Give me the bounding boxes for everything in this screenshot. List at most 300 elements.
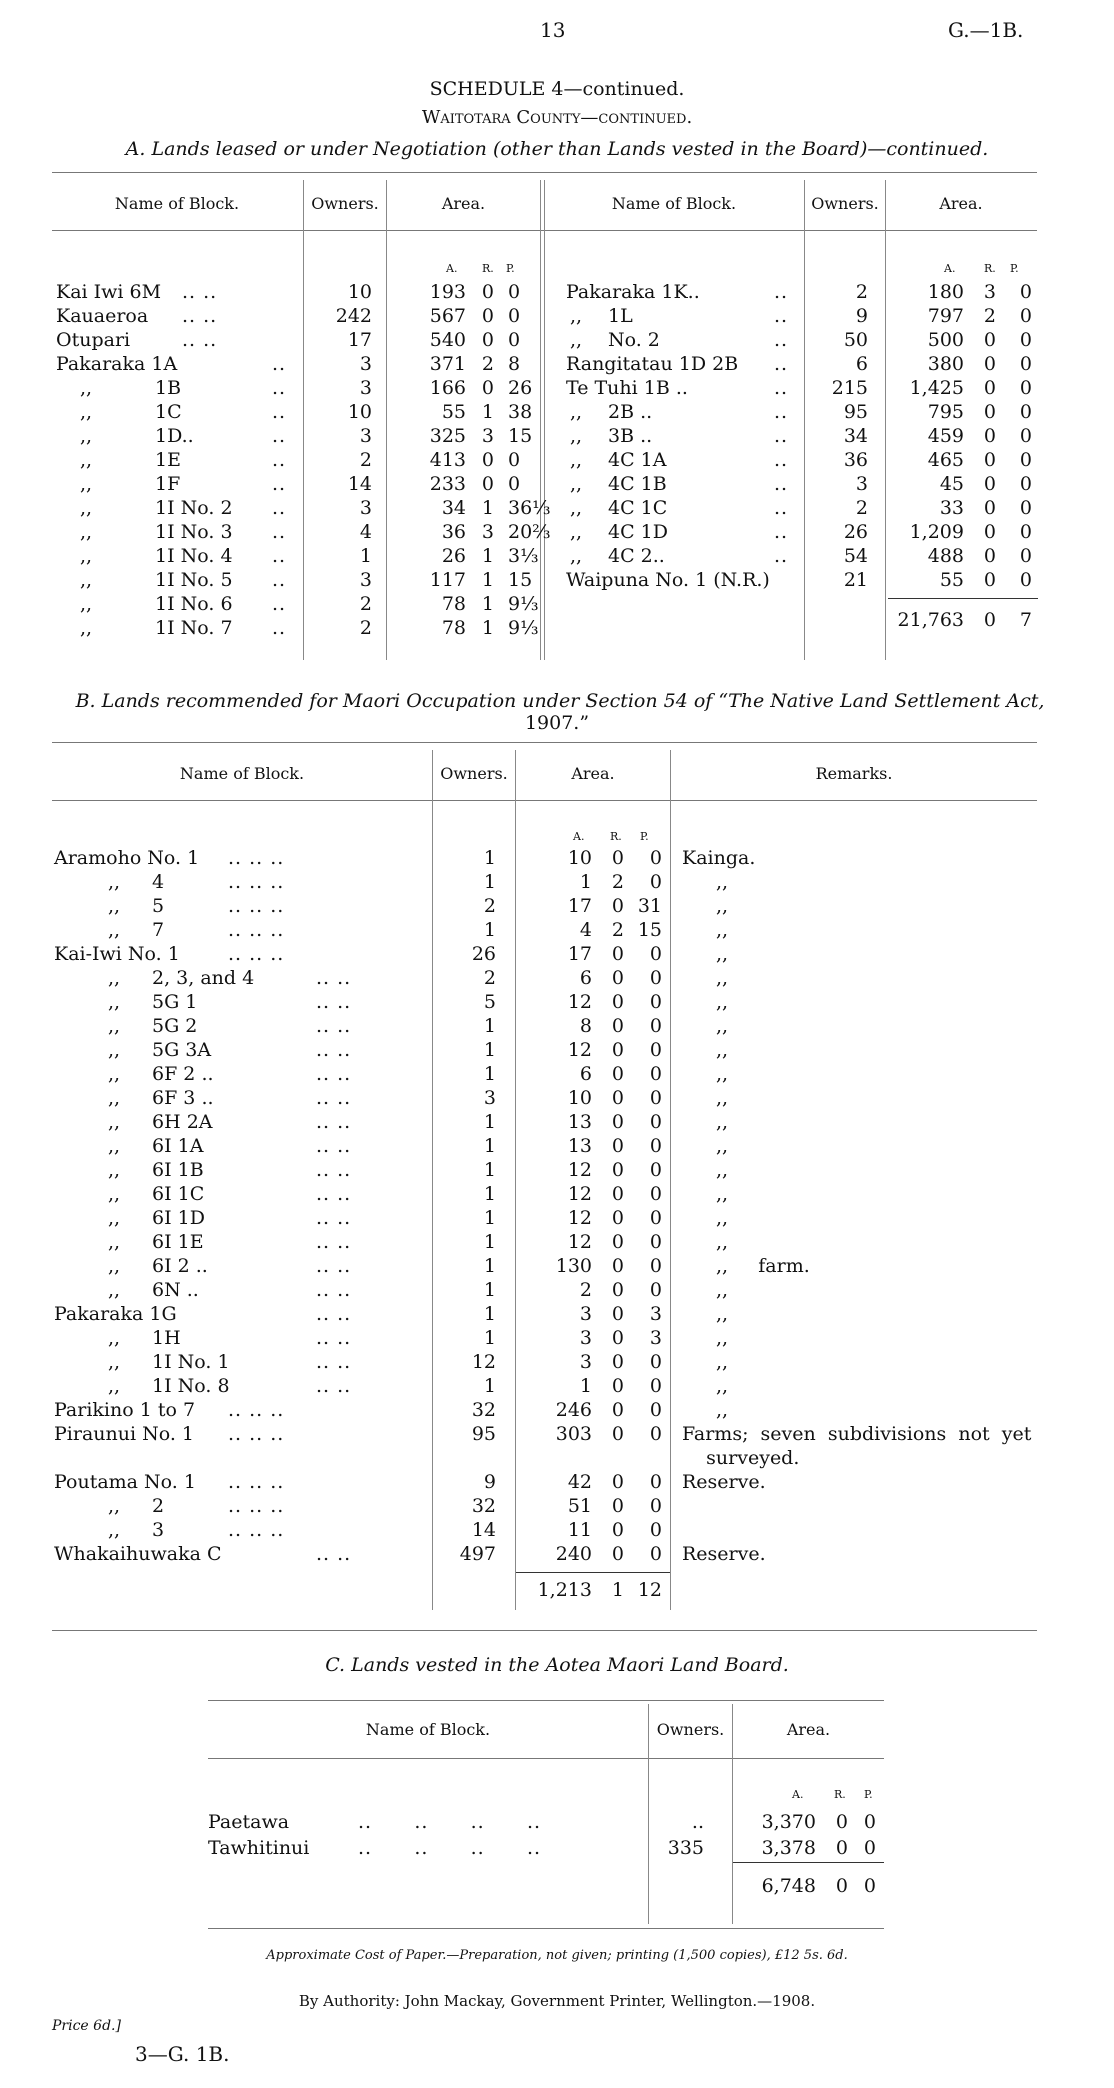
- section-a-title: A. Lands leased or under Negotiation (other than Lands vested in the Board)—continued.: [125, 138, 989, 160]
- ditto-mark: ,,: [80, 497, 93, 519]
- block-name: 1D..: [155, 425, 194, 447]
- area-perches: 9⅓: [508, 593, 539, 615]
- table-row: [0, 894, 1114, 918]
- area-roods: 3: [481, 521, 494, 543]
- block-name: 5G 2: [152, 1015, 198, 1037]
- ditto-mark: ,,: [108, 895, 121, 917]
- area-perches: 0: [1019, 449, 1032, 471]
- ditto-mark: ,,: [108, 1063, 121, 1085]
- area-roods: 0: [983, 353, 996, 375]
- owners-count: 14: [471, 1519, 496, 1541]
- remarks-text: ,,: [716, 1351, 729, 1373]
- leader-dots: .. ..: [316, 1159, 352, 1181]
- leader-dots: ..: [272, 449, 287, 471]
- col-owners-header: Owners.: [440, 764, 508, 783]
- total-roods: 0: [835, 1875, 848, 1897]
- area-acres: 6: [579, 967, 592, 989]
- owners-count: 3: [359, 497, 372, 519]
- owners-count: 26: [471, 943, 496, 965]
- ditto-mark: ,,: [108, 1519, 121, 1541]
- block-name: 6N ..: [152, 1279, 199, 1301]
- block-name: 6I 1B: [152, 1159, 204, 1181]
- area-roods: 1: [481, 497, 494, 519]
- remarks-text: ,,: [716, 895, 729, 917]
- ditto-mark: ,,: [570, 521, 583, 543]
- area-roods: 0: [983, 449, 996, 471]
- leader-dots: .. ..: [316, 1039, 352, 1061]
- leader-dots: .. ..: [316, 1207, 352, 1229]
- leader-dots: ..: [774, 401, 789, 423]
- area-roods: 2: [481, 353, 494, 375]
- area-acres: 1: [579, 871, 592, 893]
- owners-count: 1: [483, 1279, 496, 1301]
- area-roods: 0: [983, 425, 996, 447]
- leader-dots: .. ..: [316, 967, 352, 989]
- leader-dots: ..: [272, 497, 287, 519]
- leader-dots: ..: [774, 545, 789, 567]
- area-perches: 0: [649, 1087, 662, 1109]
- table-row: [0, 942, 1114, 966]
- owners-count: 10: [347, 401, 372, 423]
- area-perches: 0: [1019, 281, 1032, 303]
- owners-count: 5: [483, 991, 496, 1013]
- owners-count: 1: [483, 1207, 496, 1229]
- owners-count: 50: [843, 329, 868, 351]
- ditto-mark: ,,: [108, 991, 121, 1013]
- area-acres: 465: [927, 449, 964, 471]
- area-perches: 8: [508, 353, 521, 375]
- area-acres: 8: [579, 1015, 592, 1037]
- owners-count: 3: [359, 425, 372, 447]
- block-name: 1E: [155, 449, 181, 471]
- area-acres: 12: [567, 1231, 592, 1253]
- area-perches: 0: [649, 991, 662, 1013]
- block-name: 2B ..: [608, 401, 653, 423]
- area-perches: 20⅔: [508, 521, 551, 543]
- area-perches: 0: [508, 473, 521, 495]
- area-acres: 12: [567, 1183, 592, 1205]
- area-perches: 0: [649, 1519, 662, 1541]
- owners-count: 242: [335, 305, 372, 327]
- ditto-mark: ,,: [80, 617, 93, 639]
- owners-count: 3: [483, 1087, 496, 1109]
- area-roods: 0: [611, 1183, 624, 1205]
- area-roods: 0: [611, 1207, 624, 1229]
- remarks-text: ,,: [716, 1375, 729, 1397]
- area-perches: 0: [508, 281, 521, 303]
- leader-dots: .. ..: [316, 1543, 352, 1565]
- ditto-mark: ,,: [80, 377, 93, 399]
- leader-dots: ..: [272, 473, 287, 495]
- col-owners-header: Owners.: [311, 194, 379, 213]
- area-roods: 0: [611, 847, 624, 869]
- arp-p: P.: [506, 262, 515, 275]
- table-row: [0, 376, 1114, 400]
- section-c-total-row: [0, 1874, 1114, 1898]
- table-row: [0, 1836, 1114, 1860]
- table-row: [0, 424, 1114, 448]
- leader-dots: .. .. ..: [228, 1471, 285, 1493]
- block-name: 6I 2 ..: [152, 1255, 208, 1277]
- owners-count: 335: [667, 1837, 704, 1859]
- total-acres: 1,213: [537, 1579, 592, 1601]
- leader-dots: .. .. ..: [228, 1519, 285, 1541]
- owners-count: 32: [471, 1399, 496, 1421]
- table-row: [0, 1086, 1114, 1110]
- leader-dots: ..: [272, 545, 287, 567]
- owners-count: 497: [459, 1543, 496, 1565]
- block-name: Piraunui No. 1: [54, 1423, 194, 1445]
- block-name: Parikino 1 to 7: [54, 1399, 196, 1421]
- table-row: [0, 1350, 1114, 1374]
- area-acres: 33: [939, 497, 964, 519]
- table-row: [0, 1422, 1114, 1446]
- area-roods: 0: [835, 1811, 848, 1833]
- area-roods: 0: [481, 449, 494, 471]
- leader-dots: .. ..: [182, 305, 218, 327]
- owners-count: 4: [359, 521, 372, 543]
- col-area-header: Area.: [786, 1720, 831, 1739]
- owners-count: 1: [483, 1375, 496, 1397]
- col-owners-header: Owners.: [811, 194, 879, 213]
- owners-count: 1: [483, 871, 496, 893]
- area-acres: 55: [939, 569, 964, 591]
- area-acres: 233: [429, 473, 466, 495]
- area-acres: 795: [927, 401, 964, 423]
- block-name: Kai Iwi 6M: [56, 281, 162, 303]
- block-name: 1I No. 4: [155, 545, 233, 567]
- block-name: Paetawa: [208, 1811, 290, 1833]
- area-acres: 488: [927, 545, 964, 567]
- ditto-mark: ,,: [108, 1375, 121, 1397]
- block-name: 6I 1A: [152, 1135, 204, 1157]
- leader-dots: .. .. ..: [228, 919, 285, 941]
- area-perches: 0: [1019, 497, 1032, 519]
- area-roods: 0: [611, 1015, 624, 1037]
- block-name: 5G 1: [152, 991, 198, 1013]
- area-perches: 0: [649, 1399, 662, 1421]
- remarks-text: ,,: [716, 871, 729, 893]
- owners-count: 1: [483, 1063, 496, 1085]
- area-acres: 6: [579, 1063, 592, 1085]
- area-acres: 12: [567, 991, 592, 1013]
- owners-count: 6: [855, 353, 868, 375]
- table-row: [0, 304, 1114, 328]
- block-name: Waipuna No. 1 (N.R.): [566, 569, 770, 591]
- cost-of-paper: Approximate Cost of Paper.—Preparation, not given; printing (1,500 copies), £12 5s. 6d.: [266, 1948, 848, 1963]
- area-roods: 0: [611, 1231, 624, 1253]
- area-acres: 166: [429, 377, 466, 399]
- owners-count: 2: [855, 497, 868, 519]
- block-name: 1B: [155, 377, 182, 399]
- ditto-mark: ,,: [570, 329, 583, 351]
- owners-count: 3: [855, 473, 868, 495]
- block-name: 4C 1A: [608, 449, 667, 471]
- block-name: 1I No. 1: [152, 1351, 230, 1373]
- area-acres: 2: [579, 1279, 592, 1301]
- leader-dots: .. .. ..: [228, 1399, 285, 1421]
- area-acres: 78: [441, 617, 466, 639]
- total-roods: 1: [611, 1579, 624, 1601]
- ditto-mark: ,,: [108, 1111, 121, 1133]
- table-row: [0, 1230, 1114, 1254]
- table-row: [0, 870, 1114, 894]
- area-acres: 4: [579, 919, 592, 941]
- area-acres: 78: [441, 593, 466, 615]
- leader-dots: .. ..: [182, 329, 218, 351]
- area-roods: 1: [481, 569, 494, 591]
- block-name: 1I No. 6: [155, 593, 233, 615]
- leader-dots: ..: [272, 377, 287, 399]
- leader-dots: ..: [272, 593, 287, 615]
- table-row: [0, 1278, 1114, 1302]
- area-acres: 55: [441, 401, 466, 423]
- leader-dots: .. .. ..: [228, 1495, 285, 1517]
- leader-dots: .. .. ..: [228, 895, 285, 917]
- remarks-text: Reserve.: [682, 1471, 766, 1493]
- ditto-mark: ,,: [108, 1327, 121, 1349]
- area-roods: 1: [481, 401, 494, 423]
- area-acres: 180: [927, 281, 964, 303]
- block-name: 6F 2 ..: [152, 1063, 214, 1085]
- area-roods: 0: [983, 497, 996, 519]
- area-roods: 0: [611, 1519, 624, 1541]
- table-row: [0, 1206, 1114, 1230]
- block-name: 1I No. 8: [152, 1375, 230, 1397]
- block-name: 1I No. 2: [155, 497, 233, 519]
- area-perches: 0: [1019, 473, 1032, 495]
- section-a-total-row: [0, 608, 1114, 632]
- arp-a: A.: [573, 830, 585, 843]
- ditto-mark: ,,: [108, 1207, 121, 1229]
- col-name-header: Name of Block.: [114, 194, 240, 213]
- remarks-text: ,,: [716, 1063, 729, 1085]
- block-name: 1C: [155, 401, 182, 423]
- area-roods: 0: [481, 281, 494, 303]
- total-perches: 7: [1019, 609, 1032, 631]
- area-perches: 0: [863, 1811, 876, 1833]
- block-name: Pakaraka 1A: [56, 353, 178, 375]
- col-name-header: Name of Block.: [611, 194, 737, 213]
- block-name: No. 2: [608, 329, 660, 351]
- owners-count: 1: [483, 847, 496, 869]
- ditto-mark: ,,: [108, 1183, 121, 1205]
- leader-dots: ..: [774, 425, 789, 447]
- owners-count: 1: [483, 1183, 496, 1205]
- owners-count: 32: [471, 1495, 496, 1517]
- col-name-header: Name of Block.: [365, 1720, 491, 1739]
- area-perches: 26: [508, 377, 533, 399]
- leader-dots: .. ..: [182, 281, 218, 303]
- block-name: Otupari: [56, 329, 131, 351]
- area-roods: 0: [611, 1375, 624, 1397]
- area-perches: 0: [649, 1111, 662, 1133]
- leader-dots: .. ..: [316, 1375, 352, 1397]
- owners-count: 1: [483, 1255, 496, 1277]
- ditto-mark: ,,: [108, 967, 121, 989]
- leader-dots: .. .. .. ..: [358, 1811, 542, 1833]
- col-owners-header: Owners.: [656, 1720, 725, 1739]
- area-perches: 0: [1019, 353, 1032, 375]
- area-roods: 0: [611, 1351, 624, 1373]
- area-acres: 12: [567, 1039, 592, 1061]
- area-perches: 15: [637, 919, 662, 941]
- ditto-mark: ,,: [108, 1135, 121, 1157]
- table-row: [0, 1110, 1114, 1134]
- table-row: [0, 400, 1114, 424]
- block-name: 1I No. 3: [155, 521, 233, 543]
- owners-count: 2: [359, 593, 372, 615]
- block-name: Tawhitinui: [208, 1837, 310, 1859]
- area-acres: 17: [567, 895, 592, 917]
- block-name: Te Tuhi 1B ..: [566, 377, 688, 399]
- block-name: 4C 1B: [608, 473, 667, 495]
- area-acres: 567: [429, 305, 466, 327]
- arp-a: A.: [944, 262, 956, 275]
- block-name: 6I 1C: [152, 1183, 205, 1205]
- table-row: [0, 280, 1114, 304]
- remarks-text: ,,: [716, 1183, 729, 1205]
- arp-r: R.: [610, 830, 622, 843]
- arp-a: A.: [446, 262, 458, 275]
- area-acres: 193: [429, 281, 466, 303]
- owners-count: 1: [359, 545, 372, 567]
- leader-dots: .. ..: [316, 1087, 352, 1109]
- block-name: 4: [152, 871, 165, 893]
- area-acres: 797: [927, 305, 964, 327]
- block-name: 3: [152, 1519, 165, 1541]
- arp-r: R.: [834, 1788, 846, 1801]
- area-perches: 9⅓: [508, 617, 539, 639]
- ditto-mark: ,,: [108, 1015, 121, 1037]
- block-name: 1F: [155, 473, 181, 495]
- table-row: [0, 846, 1114, 870]
- block-name: 1I No. 7: [155, 617, 233, 639]
- owners-count: 2: [855, 281, 868, 303]
- owners-count: 36: [843, 449, 868, 471]
- area-roods: 2: [611, 871, 624, 893]
- remarks-text: Reserve.: [682, 1543, 766, 1565]
- table-row: [0, 1062, 1114, 1086]
- leader-dots: .. ..: [316, 1279, 352, 1301]
- area-roods: 0: [611, 1111, 624, 1133]
- leader-dots: ..: [774, 449, 789, 471]
- remarks-text: ,,: [716, 967, 729, 989]
- ditto-mark: ,,: [108, 1087, 121, 1109]
- area-roods: 0: [611, 1135, 624, 1157]
- ditto-mark: ,,: [108, 1279, 121, 1301]
- area-perches: 0: [649, 1015, 662, 1037]
- area-roods: 0: [983, 545, 996, 567]
- area-perches: 0: [508, 305, 521, 327]
- ditto-mark: ,,: [80, 473, 93, 495]
- area-perches: 0: [649, 1375, 662, 1397]
- doc-reference: G.—1B.: [948, 18, 1024, 42]
- area-roods: 0: [611, 1063, 624, 1085]
- area-roods: 2: [611, 919, 624, 941]
- leader-dots: ..: [774, 377, 789, 399]
- col-name-header: Name of Block.: [179, 764, 305, 783]
- block-name: 4C 1C: [608, 497, 668, 519]
- ditto-mark: ,,: [570, 497, 583, 519]
- area-acres: 246: [555, 1399, 592, 1421]
- area-acres: 130: [555, 1255, 592, 1277]
- area-acres: 10: [567, 847, 592, 869]
- area-roods: 0: [611, 1255, 624, 1277]
- area-perches: 0: [508, 329, 521, 351]
- leader-dots: ..: [272, 569, 287, 591]
- sheet-signature: 3—G. 1B.: [135, 2042, 230, 2066]
- table-row: [0, 1446, 1114, 1470]
- ditto-mark: ,,: [108, 919, 121, 941]
- leader-dots: .. ..: [316, 1111, 352, 1133]
- remarks-text: ,, farm.: [716, 1255, 810, 1277]
- leader-dots: ..: [774, 521, 789, 543]
- owners-count: 2: [359, 449, 372, 471]
- total-acres: 21,763: [897, 609, 964, 631]
- area-perches: 38: [508, 401, 533, 423]
- leader-dots: .. ..: [316, 1303, 352, 1325]
- owners-count: ..: [691, 1811, 704, 1833]
- area-roods: 0: [611, 1399, 624, 1421]
- area-acres: 1,209: [909, 521, 964, 543]
- ditto-mark: ,,: [108, 1255, 121, 1277]
- ditto-mark: ,,: [570, 425, 583, 447]
- block-name: 2: [152, 1495, 165, 1517]
- remarks-text: surveyed.: [682, 1447, 800, 1469]
- area-perches: 3: [649, 1327, 662, 1349]
- area-perches: 0: [649, 1255, 662, 1277]
- area-perches: 0: [1019, 545, 1032, 567]
- area-perches: 0: [649, 1423, 662, 1445]
- area-acres: 17: [567, 943, 592, 965]
- area-acres: 459: [927, 425, 964, 447]
- section-b-title-year: 1907.”: [524, 712, 590, 734]
- block-name: 6I 1D: [152, 1207, 205, 1229]
- area-acres: 26: [441, 545, 466, 567]
- block-name: 2, 3, and 4: [152, 967, 255, 989]
- leader-dots: .. .. ..: [228, 871, 285, 893]
- leader-dots: ..: [272, 401, 287, 423]
- block-name: 7: [152, 919, 165, 941]
- block-name: Pakaraka 1G: [54, 1303, 177, 1325]
- area-perches: 0: [649, 847, 662, 869]
- area-roods: 3: [983, 281, 996, 303]
- area-roods: 0: [983, 473, 996, 495]
- leader-dots: .. .. .. ..: [358, 1837, 542, 1859]
- area-acres: 51: [567, 1495, 592, 1517]
- block-name: 5: [152, 895, 165, 917]
- leader-dots: ..: [272, 617, 287, 639]
- block-name: 6H 2A: [152, 1111, 213, 1133]
- area-roods: 0: [611, 1159, 624, 1181]
- area-perches: 0: [649, 1183, 662, 1205]
- remarks-text: ,,: [716, 1111, 729, 1133]
- area-acres: 371: [429, 353, 466, 375]
- owners-count: 1: [483, 1327, 496, 1349]
- table-row: [0, 568, 1114, 592]
- area-acres: 3: [579, 1303, 592, 1325]
- remarks-text: ,,: [716, 943, 729, 965]
- area-perches: 0: [1019, 377, 1032, 399]
- owners-count: 3: [359, 353, 372, 375]
- area-acres: 240: [555, 1543, 592, 1565]
- owners-count: 26: [843, 521, 868, 543]
- area-acres: 1: [579, 1375, 592, 1397]
- area-roods: 0: [611, 991, 624, 1013]
- remarks-text: ,,: [716, 1135, 729, 1157]
- ditto-mark: ,,: [108, 871, 121, 893]
